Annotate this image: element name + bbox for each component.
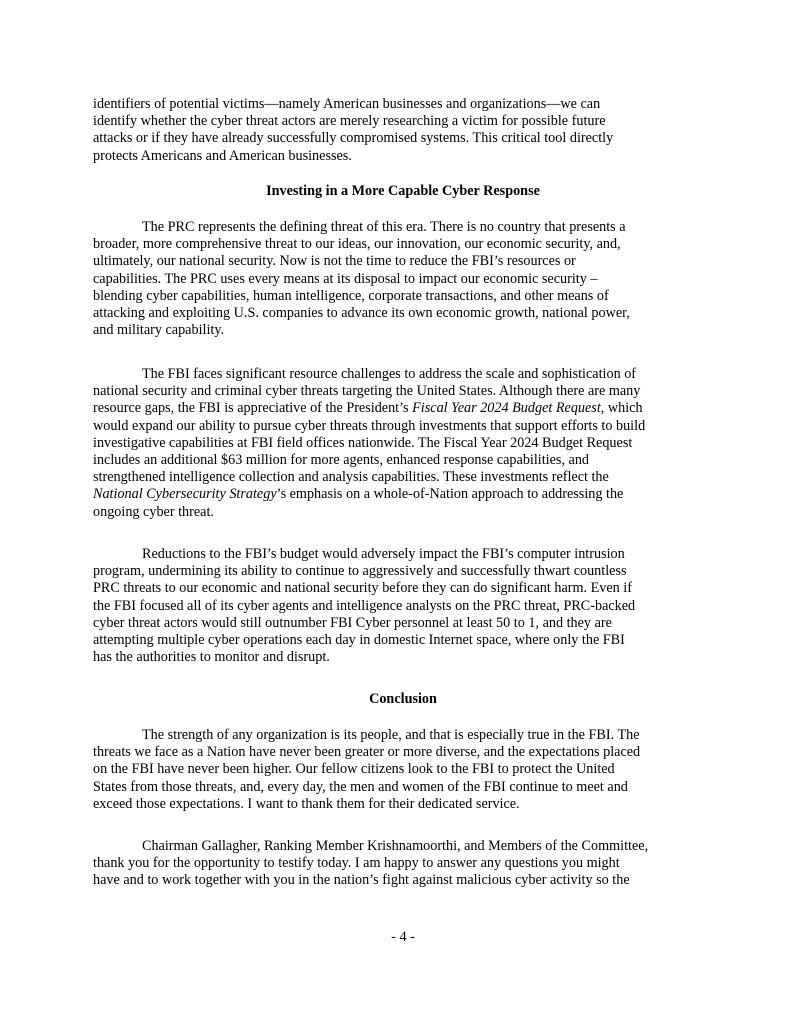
- text-line: ongoing cyber threat.: [93, 503, 214, 520]
- text-line: The strength of any organization is its people, and that is especially true in the FBI. The: [142, 727, 640, 743]
- text-line: [93, 400, 713, 417]
- text-line: have and to work together with you in the nation’s fight against malicious cyber activity so the: [93, 872, 630, 889]
- text-line: ultimately, our national security. Now is not the time to reduce the FBI’s resources or: [93, 253, 576, 270]
- text-line: broader, more comprehensive threat to our ideas, our innovation, our economic security, and,: [93, 236, 621, 253]
- text-line: Reductions to the FBI’s budget would adversely impact the FBI’s computer intrusion: [142, 546, 625, 562]
- text-fragment: ’s emphasis on a whole-of-Nation approach to addressing the: [276, 486, 624, 503]
- page-number: - 4 -: [391, 929, 415, 945]
- text-line: exceed those expectations. I want to thank them for their dedicated service.: [93, 795, 520, 812]
- text-line: would expand our ability to pursue cyber threats through investments that support efforts to build: [93, 417, 646, 434]
- text-line: The FBI faces significant resource challenges to address the scale and sophistication of: [142, 366, 637, 382]
- text-line: has the authorities to monitor and disrupt.: [93, 649, 330, 666]
- text-line: PRC threats to our economic and national security before they can do significant harm. Even if: [93, 580, 632, 597]
- text-line: capabilities. The PRC uses every means at its disposal to impact our economic security –: [93, 270, 598, 287]
- text-line: protects Americans and American businesses.: [93, 147, 352, 164]
- paragraph-resource-challenges: [93, 366, 713, 521]
- text-line: the FBI focused all of its cyber agents and intelligence analysts on the PRC threat, PRC-backed: [93, 597, 636, 614]
- text-line: program, undermining its ability to continue to aggressively and successfully thwart countless: [93, 563, 627, 580]
- text-line: investigative capabilities at FBI field offices nationwide. The Fiscal Year 2024 Budget Request: [93, 434, 633, 451]
- text-line: thank you for the opportunity to testify today. I am happy to answer any questions you might: [93, 855, 620, 872]
- paragraph-prc-threat: [93, 219, 713, 339]
- italic-title-budget-request: Fiscal Year 2024 Budget Request: [412, 400, 601, 417]
- text-line: national security and criminal cyber threats targeting the United States. Although there are many: [93, 383, 641, 400]
- italic-title-cybersecurity-strategy: National Cybersecurity Strategy: [93, 486, 277, 503]
- text-line: attempting multiple cyber operations each day in domestic Internet space, where only the FBI: [93, 632, 625, 649]
- text-line: States from those threats, and, every day, the men and women of the FBI continue to meet and: [93, 778, 628, 795]
- text-fragment: resource gaps, the FBI is appreciative of the President’s: [93, 400, 413, 417]
- text-line: identify whether the cyber threat actors are merely researching a victim for possible future: [93, 113, 606, 130]
- text-fragment: , which: [600, 400, 643, 417]
- text-line: attacks or if they have already successfully compromised systems. This critical tool directly: [93, 130, 614, 147]
- text-line: identifiers of potential victims—namely American businesses and organizations—we can: [93, 96, 601, 112]
- paragraph-closing-thanks: [93, 838, 713, 890]
- paragraph-intro-continuation: [93, 96, 713, 165]
- text-line: attacking and exploiting U.S. companies to advance its own economic growth, national power,: [93, 305, 630, 322]
- paragraph-organization-strength: [93, 727, 713, 813]
- text-line: strengthened intelligence collection and analysis capabilities. These investments reflect the: [93, 469, 609, 486]
- section-heading-investing: Investing in a More Capable Cyber Response: [266, 183, 540, 199]
- text-line: The PRC represents the defining threat of this era. There is no country that presents a: [142, 219, 626, 235]
- text-line: includes an additional $63 million for more agents, enhanced response capabilities, and: [93, 452, 590, 469]
- text-line: [93, 486, 713, 503]
- text-line: Chairman Gallagher, Ranking Member Krishnamoorthi, and Members of the Committee,: [142, 838, 649, 854]
- section-heading-conclusion: Conclusion: [369, 691, 437, 707]
- paragraph-budget-reductions: [93, 546, 713, 666]
- text-line: on the FBI have never been higher. Our fellow citizens look to the FBI to protect the United: [93, 761, 615, 778]
- text-line: cyber threat actors would still outnumber FBI Cyber personnel at least 50 to 1, and they are: [93, 614, 612, 631]
- text-line: and military capability.: [93, 322, 225, 339]
- text-line: blending cyber capabilities, human intelligence, corporate transactions, and other means of: [93, 287, 609, 304]
- text-line: threats we face as a Nation have never been greater or more diverse, and the expectations placed: [93, 744, 641, 761]
